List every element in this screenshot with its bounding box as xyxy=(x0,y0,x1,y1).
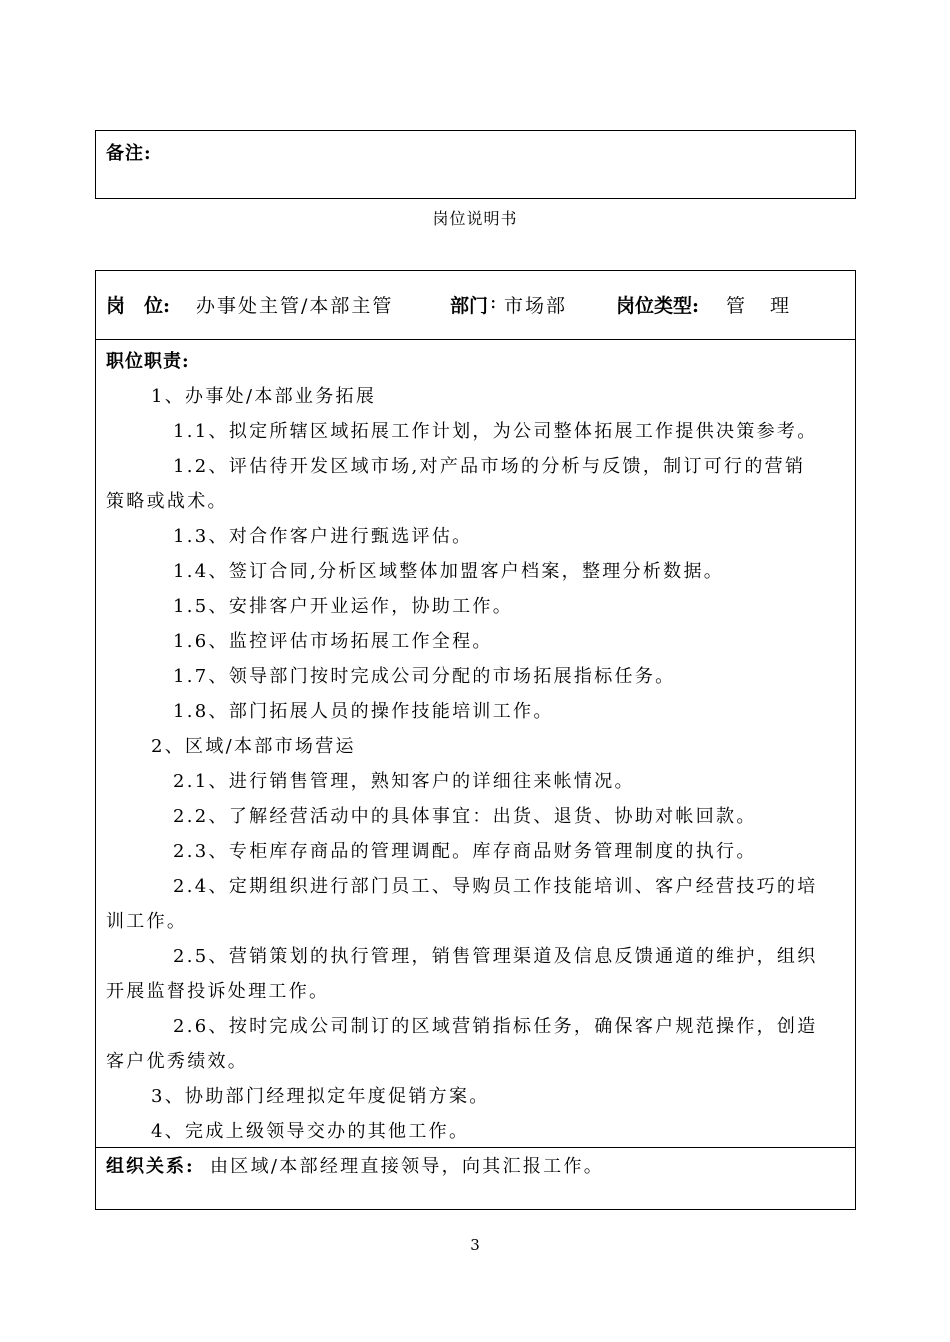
position-value: 办事处主管/本部主管 xyxy=(196,295,394,317)
duty-line: 1.5、安排客户开业运作，协助工作。 xyxy=(173,596,514,617)
header-divider xyxy=(96,339,855,340)
department-value: 市场部 xyxy=(504,295,568,317)
duty-line: 2.4、定期组织进行部门员工、导购员工作技能培训、客户经营技巧的培 xyxy=(173,876,818,897)
duty-line: 2.3、专柜库存商品的管理调配。库存商品财务管理制度的执行。 xyxy=(173,841,757,862)
position-type-label: 岗位类型: xyxy=(616,295,700,317)
department-colon: : xyxy=(490,291,497,313)
page-number: 3 xyxy=(470,1236,480,1254)
duty-line: 1.4、签订合同,分析区域整体加盟客户档案，整理分析数据。 xyxy=(173,561,725,582)
duty-line: 2.5、营销策划的执行管理，销售管理渠道及信息反馈通道的维护，组织 xyxy=(173,946,818,967)
document-title: 岗位说明书 xyxy=(432,209,518,228)
department-label: 部门 xyxy=(450,295,489,317)
duty-line: 1.8、部门拓展人员的操作技能培训工作。 xyxy=(173,701,554,722)
duty-line: 策略或战术。 xyxy=(106,491,228,512)
duties-title: 职位职责: xyxy=(106,351,190,372)
duty-line: 1.1、拟定所辖区域拓展工作计划，为公司整体拓展工作提供决策参考。 xyxy=(173,421,818,442)
duty-line: 2.1、进行销售管理，熟知客户的详细往来帐情况。 xyxy=(173,771,635,792)
duty-line: 3、协助部门经理拟定年度促销方案。 xyxy=(151,1086,490,1107)
duty-line: 2、区域/本部市场营运 xyxy=(151,736,356,757)
duty-line: 训工作。 xyxy=(106,911,188,932)
header-row xyxy=(96,291,855,321)
duty-line: 客户优秀绩效。 xyxy=(106,1051,249,1072)
position-label: 岗 位: xyxy=(106,295,171,317)
org-relations-text: 由区域/本部经理直接领导，向其汇报工作。 xyxy=(210,1156,605,1177)
duty-line: 1.2、评估待开发区域市场,对产品市场的分析与反馈，制订可行的营销 xyxy=(173,456,806,477)
duty-line: 开展监督投诉处理工作。 xyxy=(106,981,330,1002)
duty-line: 1、办事处/本部业务拓展 xyxy=(151,386,377,407)
duty-line: 2.6、按时完成公司制订的区域营销指标任务，确保客户规范操作，创造 xyxy=(173,1016,818,1037)
org-divider xyxy=(96,1147,855,1148)
duty-line: 1.6、监控评估市场拓展工作全程。 xyxy=(173,631,493,652)
duty-line: 1.3、对合作客户进行甄选评估。 xyxy=(173,526,473,547)
org-relations-label: 组织关系: xyxy=(106,1156,195,1177)
notes-box xyxy=(95,130,856,199)
duty-line: 2.2、了解经营活动中的具体事宜：出货、退货、协助对帐回款。 xyxy=(173,806,757,827)
duty-line: 1.7、领导部门按时完成公司分配的市场拓展指标任务。 xyxy=(173,666,676,687)
job-description-table xyxy=(95,270,856,1210)
notes-label: 备注: xyxy=(106,143,152,164)
position-type-value: 管 理 xyxy=(726,295,790,317)
duty-line: 4、完成上级领导交办的其他工作。 xyxy=(151,1121,470,1142)
